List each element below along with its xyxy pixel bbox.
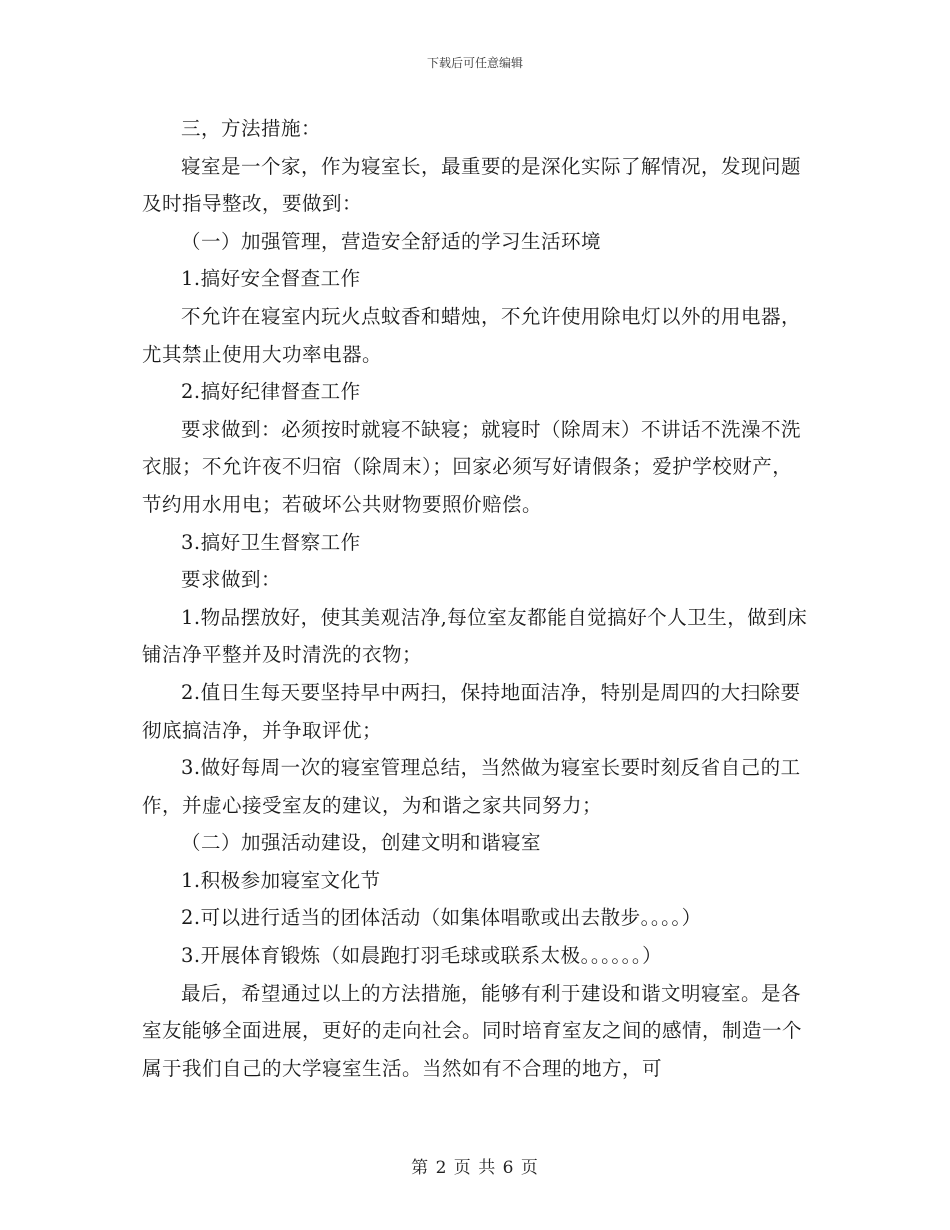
paragraph-subsection-2: （二）加强活动建设，创建文明和谐寝室 — [181, 831, 542, 855]
paragraph-section-title: 三，方法措施： — [181, 117, 322, 140]
paragraph-item-hygiene: 3.搞好卫生督察工作 — [181, 530, 361, 554]
paragraph-hygiene-1: 1.物品摆放好，使其美观洁净,每位室友都能自觉搞好个人卫生，做到床铺洁净平整并及时清洗的衣物； — [142, 605, 808, 667]
paragraph-activity-2: 2.可以进行适当的团体活动（如集体唱歌或出去散步。。。。） — [181, 906, 702, 930]
paragraph-activity-3: 3.开展体育锻炼（如晨跑打羽毛球或联系太极。。。。。。） — [181, 944, 663, 968]
paragraph-activity-1: 1.积极参加寝室文化节 — [181, 868, 381, 892]
paragraph-conclusion: 最后，希望通过以上的方法措施，能够有利于建设和谐文明寝室。是各室友能够全面进展，更好的走向社会。同时培育室友之间的感情，制造一个属于我们自己的大学寝室生活。当然如有不合理的地方，可 — [142, 981, 803, 1080]
paragraph-subsection-1: （一）加强管理，营造安全舒适的学习生活环境 — [181, 229, 602, 253]
paragraph-hygiene-3: 3.做好每周一次的寝室管理总结，当然做为寝室长要时刻反省自己的工作，并虚心接受室友的建议，为和谐之家共同努力； — [142, 756, 801, 817]
paragraph-intro: 寝室是一个家，作为寝室长，最重要的是深化实际了解情况，发现问题及时指导整改，要做到： — [142, 154, 802, 216]
paragraph-item-discipline: 2.搞好纪律督查工作 — [181, 380, 361, 404]
paragraph-safety-detail: 不允许在寝室内玩火点蚊香和蜡烛，不允许使用除电灯以外的用电器，尤其禁止使用大功率电器。 — [142, 304, 802, 366]
page-header: 下载后可任意编辑 — [426, 56, 523, 70]
paragraph-item-safety: 1.搞好安全督查工作 — [181, 267, 361, 291]
paragraph-discipline-detail: 要求做到：必须按时就寝不缺寝；就寝时（除周末）不讲话不洗澡不洗衣服；不允许夜不归宿（除周末）；回家必须写好请假条；爱护学校财产，节约用水用电；若破坏公共财物要照价赔偿。 — [142, 417, 802, 516]
paragraph-requirements: 要求做到： — [181, 568, 282, 592]
paragraph-hygiene-2: 2.值日生每天要坚持早中两扫，保持地面洁净，特别是周四的大扫除要彻底搞洁净，并争取评优； — [142, 680, 801, 742]
document-body — [142, 110, 810, 1087]
page-number: 第 2 页 共 6 页 — [411, 1158, 539, 1178]
